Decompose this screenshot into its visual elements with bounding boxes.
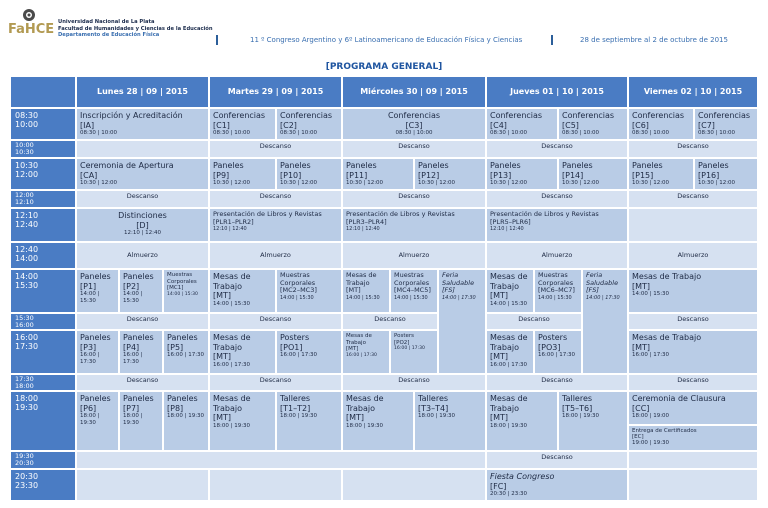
session-title: Conferencias xyxy=(280,111,333,120)
session-title: Mesas de Trabajo xyxy=(490,272,528,291)
session-cell xyxy=(76,108,209,140)
department-name: Departamento de Educación Física xyxy=(58,32,160,38)
session-time: 14:00 | 15:30 xyxy=(167,291,198,297)
faculty-name: Facultad de Humanidades y Ciencias de la Educación xyxy=(58,25,213,32)
session-cell xyxy=(342,108,486,140)
session-cell xyxy=(558,108,628,140)
session-cell xyxy=(76,269,119,313)
session-cell xyxy=(276,108,342,140)
session-time: 10:30 | 12:00 xyxy=(490,180,528,186)
session-title: Paneles xyxy=(80,394,111,403)
break-cell: Descanso xyxy=(76,313,209,330)
session-time: 16:00 | 17:30 xyxy=(632,352,670,358)
break-cell: Descanso xyxy=(209,140,342,158)
session-time: 14:00 | 15:30 xyxy=(632,291,670,297)
session-cell xyxy=(558,391,628,451)
lunch-cell: Almuerzo xyxy=(209,242,342,269)
session-title: Muestras Corporales xyxy=(394,271,430,287)
session-cell xyxy=(209,208,342,242)
time-slot: 12:10 12:40 xyxy=(10,208,76,242)
session-code: [IA] xyxy=(80,120,95,130)
session-title: Presentación de Libros y Revistas xyxy=(490,210,599,218)
break-cell: Descanso xyxy=(628,190,758,208)
session-title: Muestras Corporales xyxy=(538,271,574,287)
session-code: [P9] xyxy=(213,170,230,180)
session-cell xyxy=(486,469,628,501)
session-time: 08:30 | 10:00 xyxy=(698,130,736,136)
session-cell xyxy=(558,158,628,190)
session-code: [MT] xyxy=(213,291,232,300)
lunch-cell: Almuerzo xyxy=(342,242,486,269)
session-time: 08:30 | 10:00 xyxy=(213,130,251,136)
session-cell xyxy=(163,391,209,451)
session-title: Mesas de Trabajo xyxy=(632,272,702,281)
fahce-logo xyxy=(8,8,54,38)
session-code: [MC6–MC7] xyxy=(538,286,575,294)
break-cell: Descanso xyxy=(209,374,342,391)
session-code: [C3] xyxy=(405,120,423,130)
session-title: Paneles xyxy=(213,161,244,170)
session-title: Inscripción y Acreditación xyxy=(80,111,183,120)
session-code: [FC] xyxy=(490,481,507,491)
session-title: Paneles xyxy=(490,161,521,170)
break-cell: Descanso xyxy=(342,374,486,391)
session-cell xyxy=(534,330,582,374)
session-time: 10:30 | 12:00 xyxy=(80,180,118,186)
session-title: Paneles xyxy=(123,272,154,281)
session-title: Muestras Corporales xyxy=(167,272,197,285)
session-code: [C4] xyxy=(490,120,507,130)
session-code: [P14] xyxy=(562,170,584,180)
session-title: Paneles xyxy=(562,161,593,170)
session-title: Conferencias xyxy=(698,111,751,120)
session-title: Mesas de Trabajo xyxy=(346,394,384,413)
session-time: 14:00 | 15:30 xyxy=(80,291,100,304)
session-code: [FS] xyxy=(442,286,455,294)
session-time: 08:30 | 10:00 xyxy=(562,130,600,136)
session-code: [EC] xyxy=(632,434,644,440)
session-time: 10:30 | 12:00 xyxy=(280,180,318,186)
session-code: [D] xyxy=(136,220,149,230)
session-title: Presentación de Libros y Revistas xyxy=(346,210,455,218)
session-cell xyxy=(628,391,758,425)
session-title: Paneles xyxy=(80,333,111,342)
session-time: 14:00 | 15:30 xyxy=(123,291,143,304)
session-title: Paneles xyxy=(346,161,377,170)
session-time: 10:30 | 12:00 xyxy=(632,180,670,186)
session-cell xyxy=(342,208,486,242)
session-time: 12:10 | 12:40 xyxy=(346,226,380,232)
day-header-friday: Viernes 02 | 10 | 2015 xyxy=(628,76,758,108)
session-code: [P13] xyxy=(490,170,512,180)
break-cell: Descanso xyxy=(342,190,486,208)
logo-wordmark: FaHCE xyxy=(8,22,55,37)
break-cell: Descanso xyxy=(76,190,209,208)
session-time: 16:00 | 17:30 xyxy=(167,352,205,358)
session-title: Paneles xyxy=(632,161,663,170)
lunch-cell: Almuerzo xyxy=(628,242,758,269)
session-title: Paneles xyxy=(698,161,729,170)
session-cell xyxy=(119,330,163,374)
session-code: [C5] xyxy=(562,120,579,130)
session-code: [MC4–MC5] xyxy=(394,286,431,294)
empty-cell xyxy=(76,451,486,469)
break-cell: Descanso xyxy=(486,190,628,208)
session-cell xyxy=(276,158,342,190)
empty-cell xyxy=(342,469,486,501)
session-code: [T1–T2] xyxy=(280,403,311,413)
time-slot: 10:00 10:30 xyxy=(10,140,76,158)
session-title: Mesas de Trabajo xyxy=(632,333,702,342)
institution-name xyxy=(58,19,213,39)
session-cell xyxy=(534,269,582,313)
session-cell xyxy=(342,158,414,190)
break-cell: Descanso xyxy=(628,313,758,330)
session-time: 16:00 | 17:30 xyxy=(213,361,251,368)
session-cell xyxy=(163,269,209,313)
session-code: [P5] xyxy=(167,342,184,352)
time-slot: 16:00 17:30 xyxy=(10,330,76,374)
session-time: 14:00 | 15:30 xyxy=(213,300,251,307)
session-title: Talleres xyxy=(562,394,593,403)
empty-cell xyxy=(628,451,758,469)
session-cell xyxy=(163,330,209,374)
session-cell xyxy=(119,391,163,451)
break-cell: Descanso xyxy=(342,313,438,330)
session-cell xyxy=(76,330,119,374)
session-cell xyxy=(486,108,558,140)
session-title: Mesas de Trabajo xyxy=(213,272,251,291)
session-cell xyxy=(209,269,276,313)
session-title: Mesas de Trabajo xyxy=(346,271,377,287)
session-time: 10:30 | 12:00 xyxy=(346,180,384,186)
session-title: Posters xyxy=(538,333,568,342)
session-title: Mesas de Trabajo xyxy=(213,394,251,413)
empty-cell xyxy=(209,469,342,501)
session-code: [P1] xyxy=(80,281,97,291)
day-header-thursday: Jueves 01 | 10 | 2015 xyxy=(486,76,628,108)
session-time: 14:00 | 15:30 xyxy=(346,294,380,301)
day-header-monday: Lunes 28 | 09 | 2015 xyxy=(76,76,209,108)
session-time: 14:00 | 15:30 xyxy=(280,294,314,301)
session-cell xyxy=(276,330,342,374)
break-cell: Descanso xyxy=(342,140,486,158)
time-slot: 10:30 12:00 xyxy=(10,158,76,190)
program-title: [PROGRAMA GENERAL] xyxy=(325,62,443,72)
session-code: [C7] xyxy=(698,120,715,130)
session-code: [P15] xyxy=(632,170,654,180)
session-time: 18:00 | 19:00 xyxy=(632,413,670,419)
session-title: Paneles xyxy=(123,394,154,403)
session-title: Paneles xyxy=(167,394,198,403)
time-slot: 12:00 12:10 xyxy=(10,190,76,208)
session-cell xyxy=(486,158,558,190)
session-time: 14:00 | 15:30 xyxy=(394,294,428,301)
session-title: Distinciones xyxy=(118,211,167,220)
session-cell xyxy=(486,330,534,374)
header-divider xyxy=(216,35,218,45)
session-code: [MT] xyxy=(213,413,232,422)
session-time: 16:00 | 17:30 xyxy=(346,352,377,358)
session-title: Feria Saludable xyxy=(586,271,619,287)
session-code: [C1] xyxy=(213,120,230,130)
session-title: Conferencias xyxy=(632,111,685,120)
session-title: Conferencias xyxy=(562,111,615,120)
empty-cell xyxy=(76,469,209,501)
session-time: 08:30 | 10:00 xyxy=(395,130,433,136)
session-time: 18:00 | 19:30 xyxy=(123,413,143,426)
time-slot: 08:30 10:00 xyxy=(10,108,76,140)
session-cell xyxy=(342,391,414,451)
session-code: [FS] xyxy=(586,286,599,294)
time-slot: 19:30 20:30 xyxy=(10,451,76,469)
session-code: [MT] xyxy=(346,286,361,294)
session-time: 18:00 | 19:30 xyxy=(213,422,251,429)
session-time: 08:30 | 10:00 xyxy=(80,130,118,136)
session-cell xyxy=(76,158,209,190)
time-slot: 12:40 14:00 xyxy=(10,242,76,269)
break-cell: Descanso xyxy=(76,374,209,391)
session-title: Conferencias xyxy=(490,111,543,120)
session-cell xyxy=(209,391,276,451)
session-title: Ceremonia de Apertura xyxy=(80,161,174,170)
session-code: [CA] xyxy=(80,170,98,180)
session-cell xyxy=(414,391,486,451)
session-title: Paneles xyxy=(80,272,111,281)
session-time: 18:00 | 19:30 xyxy=(167,413,205,419)
session-time: 16:00 | 17:30 xyxy=(394,346,425,351)
session-code: [T5–T6] xyxy=(562,403,593,413)
session-time: 18:00 | 19:30 xyxy=(562,413,600,419)
institution-seal-icon xyxy=(22,8,36,22)
session-cell xyxy=(628,425,758,451)
session-code: [MT] xyxy=(346,346,359,352)
session-title: Ceremonia de Clausura xyxy=(632,394,726,403)
session-time: 12:10 | 12:40 xyxy=(213,226,247,232)
session-title: Paneles xyxy=(280,161,311,170)
session-cell xyxy=(76,208,209,242)
session-time: 19:00 | 19:30 xyxy=(632,440,670,446)
session-cell xyxy=(628,330,758,374)
session-cell xyxy=(694,108,758,140)
session-title: Paneles xyxy=(167,333,198,342)
session-code: [P12] xyxy=(418,170,440,180)
session-cell xyxy=(486,269,534,313)
day-header-tuesday: Martes 29 | 09 | 2015 xyxy=(209,76,342,108)
session-cell xyxy=(76,391,119,451)
break-cell: Descanso xyxy=(209,313,342,330)
session-code: [MT] xyxy=(632,281,651,291)
session-code: [MT] xyxy=(346,413,365,422)
session-time: 18:00 | 19:30 xyxy=(418,413,456,419)
session-title: Talleres xyxy=(280,394,311,403)
session-cell xyxy=(628,269,758,313)
session-title: Fiesta Congreso xyxy=(490,472,555,481)
session-time: 10:30 | 12:00 xyxy=(213,180,251,186)
session-title: Posters xyxy=(394,333,415,339)
session-cell xyxy=(342,330,390,374)
break-cell: Descanso xyxy=(628,374,758,391)
lunch-cell: Almuerzo xyxy=(76,242,209,269)
time-slot: 15:30 16:00 xyxy=(10,313,76,330)
session-cell xyxy=(486,208,628,242)
session-code: [P11] xyxy=(346,170,368,180)
session-time: 10:30 | 12:00 xyxy=(418,180,456,186)
session-code: [MC2–MC3] xyxy=(280,286,317,294)
session-title: Presentación de Libros y Revistas xyxy=(213,210,322,218)
congress-title: 11 º Congreso Argentino y 6º Latinoamericano de Educación Física y Ciencias xyxy=(250,36,523,44)
session-time: 16:00 | 17:30 xyxy=(538,352,576,358)
session-cell xyxy=(276,391,342,451)
session-code: [C2] xyxy=(280,120,297,130)
session-title: Mesas de Trabajo xyxy=(490,394,528,413)
session-title: Mesas de Trabajo xyxy=(490,333,528,352)
session-code: [PO2] xyxy=(394,339,410,346)
session-code: [MC1] xyxy=(167,285,184,291)
session-title: Feria Saludable xyxy=(442,271,475,287)
time-slot: 18:00 19:30 xyxy=(10,391,76,451)
session-cell xyxy=(628,158,694,190)
session-cell xyxy=(390,269,438,313)
break-cell: Descanso xyxy=(486,451,628,469)
session-time: 14:00 | 17:30 xyxy=(586,294,620,301)
session-cell xyxy=(209,108,276,140)
empty-cell xyxy=(628,208,758,242)
session-title: Posters xyxy=(280,333,310,342)
session-code: [P2] xyxy=(123,281,140,291)
session-code: [CC] xyxy=(632,403,650,413)
session-code: [P16] xyxy=(698,170,720,180)
session-title: Talleres xyxy=(418,394,449,403)
session-title: Paneles xyxy=(418,161,449,170)
session-code: [PO1] xyxy=(280,342,303,352)
session-time: 18:00 | 19:30 xyxy=(346,422,384,429)
session-code: [PLR5–PLR6] xyxy=(490,217,531,226)
session-code: [MT] xyxy=(632,342,651,352)
session-time: 18:00 | 19:30 xyxy=(490,422,528,429)
session-time: 12:10 | 12:40 xyxy=(123,230,162,236)
break-cell: Descanso xyxy=(628,140,758,158)
lunch-cell: Almuerzo xyxy=(486,242,628,269)
session-time: 20:30 | 23:30 xyxy=(490,491,528,497)
session-code: [T3–T4] xyxy=(418,403,449,413)
page-header xyxy=(0,0,768,58)
session-cell xyxy=(438,269,486,374)
session-code: [P10] xyxy=(280,170,302,180)
session-code: [MT] xyxy=(490,352,509,361)
break-cell: Descanso xyxy=(486,140,628,158)
session-title: Muestras Corporales xyxy=(280,271,316,287)
session-cell xyxy=(342,269,390,313)
session-cell xyxy=(414,158,486,190)
session-time: 08:30 | 10:00 xyxy=(490,130,528,136)
session-cell xyxy=(209,330,276,374)
university-name: Universidad Nacional de La Plata xyxy=(58,19,155,25)
session-time: 14:00 | 17:30 xyxy=(442,294,476,301)
time-slot: 14:00 15:30 xyxy=(10,269,76,313)
session-code: [P6] xyxy=(80,403,97,413)
session-time: 08:30 | 10:00 xyxy=(280,130,318,136)
session-cell xyxy=(209,158,276,190)
session-code: [PO3] xyxy=(538,342,561,352)
session-code: [MT] xyxy=(213,352,232,361)
session-code: [MT] xyxy=(490,291,509,300)
session-code: [PLR3–PLR4] xyxy=(346,217,387,226)
session-title: Mesas de Trabajo xyxy=(346,333,372,346)
header-divider xyxy=(551,35,553,45)
break-cell: Descanso xyxy=(486,374,628,391)
session-time: 16:00 | 17:30 xyxy=(80,352,100,365)
session-time: 12:10 | 12:40 xyxy=(490,226,524,232)
session-time: 14:00 | 15:30 xyxy=(538,294,572,301)
session-time: 14:00 | 15:30 xyxy=(490,300,528,307)
session-code: [P4] xyxy=(123,342,140,352)
session-cell xyxy=(119,269,163,313)
session-code: [P7] xyxy=(123,403,140,413)
day-header-wednesday: Miércoles 30 | 09 | 2015 xyxy=(342,76,486,108)
time-slot: 20:30 23:30 xyxy=(10,469,76,501)
session-cell xyxy=(390,330,438,374)
session-time: 08:30 | 10:00 xyxy=(632,130,670,136)
session-code: [P8] xyxy=(167,403,184,413)
session-code: [C6] xyxy=(632,120,649,130)
break-cell: Descanso xyxy=(209,190,342,208)
session-time: 16:00 | 17:30 xyxy=(280,352,318,358)
session-code: [P3] xyxy=(80,342,97,352)
session-code: [MT] xyxy=(490,413,509,422)
session-title: Mesas de Trabajo xyxy=(213,333,251,352)
session-cell xyxy=(582,269,628,374)
session-title: Conferencias xyxy=(213,111,266,120)
session-time: 10:30 | 12:00 xyxy=(698,180,736,186)
empty-cell xyxy=(76,140,209,158)
session-time: 18:00 | 19:30 xyxy=(80,413,100,426)
session-cell xyxy=(628,108,694,140)
break-cell: Descanso xyxy=(486,313,582,330)
session-time: 18:00 | 19:30 xyxy=(280,413,318,419)
session-title: Paneles xyxy=(123,333,154,342)
session-code: [PLR1–PLR2] xyxy=(213,217,254,226)
session-cell xyxy=(276,269,342,313)
empty-cell xyxy=(628,469,758,501)
congress-dates: 28 de septiembre al 2 de octubre de 2015 xyxy=(580,36,728,44)
session-cell xyxy=(486,391,558,451)
session-time: 16:00 | 17:30 xyxy=(123,352,143,365)
corner-header xyxy=(10,76,76,108)
session-title: Entrega de Certificados xyxy=(632,428,697,434)
session-time: 10:30 | 12:00 xyxy=(562,180,600,186)
session-time: 16:00 | 17:30 xyxy=(490,361,528,368)
session-cell xyxy=(694,158,758,190)
time-slot: 17:30 18:00 xyxy=(10,374,76,391)
session-title: Conferencias xyxy=(387,111,441,120)
